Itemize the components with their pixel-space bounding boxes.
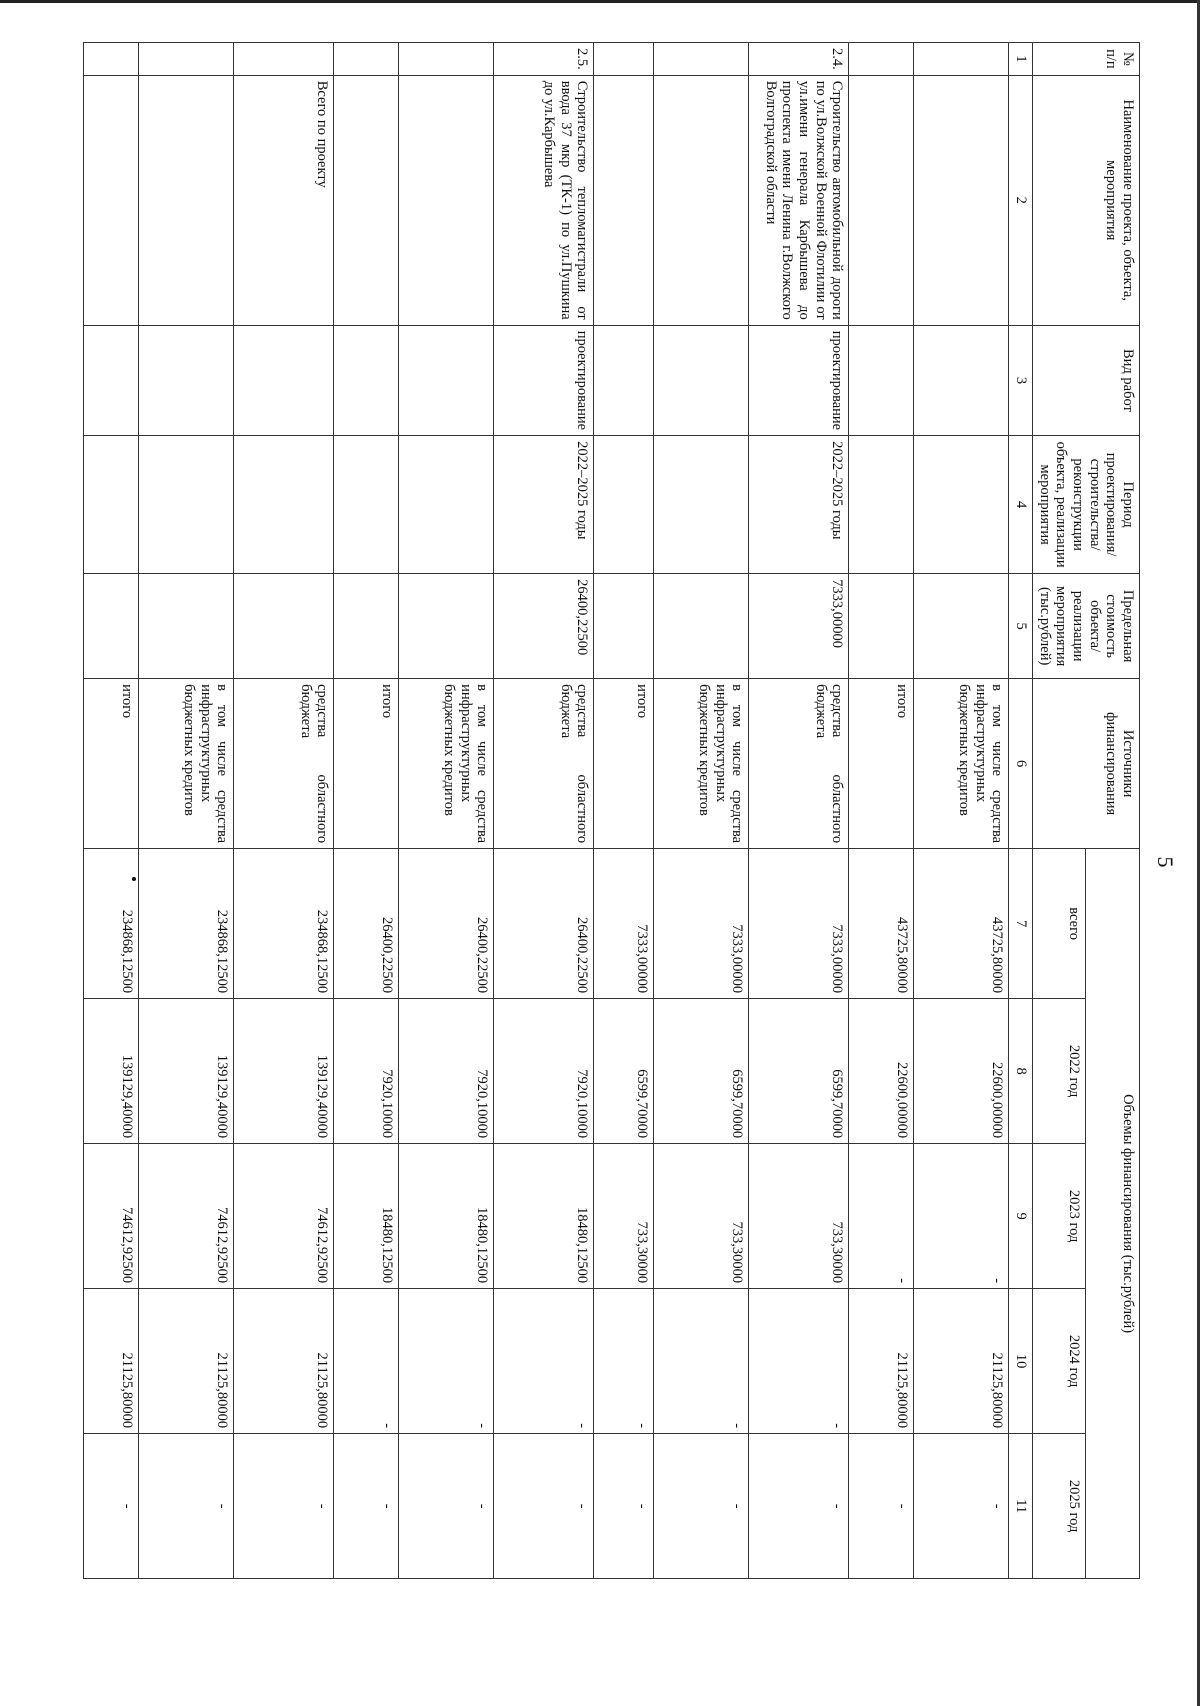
row-total: 7333,00000 (749, 849, 849, 999)
row-2023: - (849, 1144, 914, 1289)
row-work-type: проектирование (749, 325, 849, 435)
row-source: итого (594, 679, 654, 849)
row-period (849, 436, 914, 574)
header-2023: 2023 год (1032, 1144, 1086, 1289)
table-row (914, 43, 1009, 1579)
row-work-type (234, 325, 334, 435)
row-2023: 733,30000 (654, 1144, 749, 1289)
row-2022: 6599,70000 (654, 999, 749, 1144)
row-name (849, 75, 914, 325)
header-2024: 2024 год (1032, 1289, 1086, 1434)
row-max-cost (654, 574, 749, 679)
header-sources: Источники финансирования (1032, 679, 1139, 849)
row-work-type (914, 325, 1009, 435)
row-period (654, 436, 749, 574)
row-max-cost (914, 574, 1009, 679)
row-total: 234868,12500 (84, 849, 139, 999)
row-total: 7333,00000 (654, 849, 749, 999)
header-volumes: Объемы финансирования (тыс.рублей) (1086, 849, 1140, 1579)
row-no (399, 43, 494, 76)
row-2023: 733,30000 (594, 1144, 654, 1289)
row-max-cost (399, 574, 494, 679)
row-2025: - (594, 1434, 654, 1579)
row-max-cost (849, 574, 914, 679)
row-no (234, 43, 334, 76)
row-name (654, 75, 749, 325)
row-total: 234868,12500 (139, 849, 234, 999)
row-max-cost (594, 574, 654, 679)
row-period (334, 436, 399, 574)
row-source: в том числе средства инфраструктурных бюджетных кредитов (654, 679, 749, 849)
row-work-type (84, 325, 139, 435)
row-max-cost (334, 574, 399, 679)
row-no (594, 43, 654, 76)
row-2024: - (594, 1289, 654, 1434)
row-2022: 6599,70000 (749, 999, 849, 1144)
table-row (494, 43, 594, 1579)
header-max-cost: Предельная стоимость объекта/ реализации мероприятия (тыс.рублей) (1032, 574, 1139, 679)
scan-top-edge (0, 0, 1200, 3)
row-total: 26400,22500 (494, 849, 594, 999)
header-2025: 2025 год (1032, 1434, 1086, 1579)
row-name (334, 75, 399, 325)
row-source: средства областного бюджета (234, 679, 334, 849)
row-period (914, 436, 1009, 574)
row-total: 43725,80000 (914, 849, 1009, 999)
row-2023: - (914, 1144, 1009, 1289)
row-source: итого (849, 679, 914, 849)
col-num: 7 (1009, 849, 1033, 999)
table-row (399, 43, 494, 1579)
row-name (84, 75, 139, 325)
row-no (914, 43, 1009, 76)
row-2023: 18480,12500 (399, 1144, 494, 1289)
row-work-type: проектирование (494, 325, 594, 435)
row-2022: 139129,40000 (234, 999, 334, 1144)
row-2024: - (494, 1289, 594, 1434)
row-source: в том числе средства инфраструктурных бюджетных кредитов (399, 679, 494, 849)
row-period (139, 436, 234, 574)
row-name (594, 75, 654, 325)
row-work-type (139, 325, 234, 435)
header-name: Наименование проекта, объекта, мероприятия (1032, 75, 1139, 325)
row-name (399, 75, 494, 325)
row-period: 2022–2025 годы (749, 436, 849, 574)
col-num: 11 (1009, 1434, 1033, 1579)
row-no: 2.4. (749, 43, 849, 76)
table-row (594, 43, 654, 1579)
row-2023: 74612,92500 (139, 1144, 234, 1289)
row-source: средства областного бюджета (494, 679, 594, 849)
row-2023: 733,30000 (749, 1144, 849, 1289)
row-total: 43725,80000 (849, 849, 914, 999)
row-total: 26400,22500 (399, 849, 494, 999)
row-period (594, 436, 654, 574)
row-2023: 74612,92500 (84, 1144, 139, 1289)
row-max-cost (234, 574, 334, 679)
header-total: всего (1032, 849, 1086, 999)
header-2022: 2022 год (1032, 999, 1086, 1144)
rotated-page (119, 42, 1178, 1682)
row-source: в том числе средства инфраструктурных бюджетных кредитов (139, 679, 234, 849)
row-2025: - (494, 1434, 594, 1579)
table-row (139, 43, 234, 1579)
row-period: 2022–2025 годы (494, 436, 594, 574)
row-2025: - (749, 1434, 849, 1579)
row-work-type (654, 325, 749, 435)
row-source: средства областного бюджета (749, 679, 849, 849)
row-2025: - (914, 1434, 1009, 1579)
row-total: 7333,00000 (594, 849, 654, 999)
row-max-cost (139, 574, 234, 679)
row-2022: 6599,70000 (594, 999, 654, 1144)
row-work-type (849, 325, 914, 435)
table-row (749, 43, 849, 1579)
row-2024: 21125,80000 (849, 1289, 914, 1434)
row-2025: - (139, 1434, 234, 1579)
row-2022: 139129,40000 (139, 999, 234, 1144)
row-no (84, 43, 139, 76)
row-no (849, 43, 914, 76)
row-2022: 7920,10000 (334, 999, 399, 1144)
row-name: Строительство тепломагистрали от ввода 37 мкр (ТК-1) по ул.Пушкина до ул.Карбышева (494, 75, 594, 325)
row-max-cost: 7333,00000 (749, 574, 849, 679)
row-2025: - (654, 1434, 749, 1579)
row-2025: - (234, 1434, 334, 1579)
row-total: 26400,22500 (334, 849, 399, 999)
row-source: в том числе средства инфраструктурных бюджетных кредитов (914, 679, 1009, 849)
col-num: 2 (1009, 75, 1033, 325)
col-num: 3 (1009, 325, 1033, 435)
header-no: № п/п (1032, 43, 1139, 76)
row-max-cost: 26400,22500 (494, 574, 594, 679)
col-num: 8 (1009, 999, 1033, 1144)
row-2023: 18480,12500 (494, 1144, 594, 1289)
row-2024: 21125,80000 (139, 1289, 234, 1434)
row-2025: - (849, 1434, 914, 1579)
row-2024: 21125,80000 (84, 1289, 139, 1434)
table-row (849, 43, 914, 1579)
col-num: 4 (1009, 436, 1033, 574)
row-work-type (334, 325, 399, 435)
table-row (234, 43, 334, 1579)
row-period (399, 436, 494, 574)
row-2022: 7920,10000 (494, 999, 594, 1144)
row-name: Строительство автомобильной дороги по ул.Волжской Военной Флотилии от ул.имени генерала Карбышева до проспекта имени Ленина г.Волжского Волгоградской области (749, 75, 849, 325)
page-number: 5 (1153, 856, 1178, 868)
row-no (334, 43, 399, 76)
row-2023: 18480,12500 (334, 1144, 399, 1289)
row-2025: - (84, 1434, 139, 1579)
col-num: 5 (1009, 574, 1033, 679)
row-max-cost (84, 574, 139, 679)
header-period: Период проектирования/ строительства/ реконструкции объекта, реализации мероприятия (1032, 436, 1139, 574)
row-2024: - (399, 1289, 494, 1434)
col-num: 6 (1009, 679, 1033, 849)
row-2024: 21125,80000 (914, 1289, 1009, 1434)
row-name (139, 75, 234, 325)
row-2023: 74612,92500 (234, 1144, 334, 1289)
row-work-type (399, 325, 494, 435)
row-2022: 22600,00000 (849, 999, 914, 1144)
row-2024: - (654, 1289, 749, 1434)
row-work-type (594, 325, 654, 435)
row-2024: - (334, 1289, 399, 1434)
row-source: итого (84, 679, 139, 849)
col-num: 9 (1009, 1144, 1033, 1289)
col-num: 10 (1009, 1289, 1033, 1434)
row-no (654, 43, 749, 76)
row-no: 2.5. (494, 43, 594, 76)
row-source: итого (334, 679, 399, 849)
table-row (334, 43, 399, 1579)
col-num: 1 (1009, 43, 1033, 76)
header-work-type: Вид работ (1032, 325, 1139, 435)
row-2022: 7920,10000 (399, 999, 494, 1144)
row-total: 234868,12500 (234, 849, 334, 999)
row-name: Всего по проекту (234, 75, 334, 325)
row-2024: - (749, 1289, 849, 1434)
row-2022: 22600,00000 (914, 999, 1009, 1144)
table-row (654, 43, 749, 1579)
row-no (139, 43, 234, 76)
row-2025: - (399, 1434, 494, 1579)
row-period (84, 436, 139, 574)
column-numbers-row (1009, 43, 1033, 1579)
row-2022: 139129,40000 (84, 999, 139, 1144)
row-2025: - (334, 1434, 399, 1579)
row-period (234, 436, 334, 574)
table-row (84, 43, 139, 1579)
row-2024: 21125,80000 (234, 1289, 334, 1434)
financing-table (83, 42, 1140, 1579)
row-name (914, 75, 1009, 325)
